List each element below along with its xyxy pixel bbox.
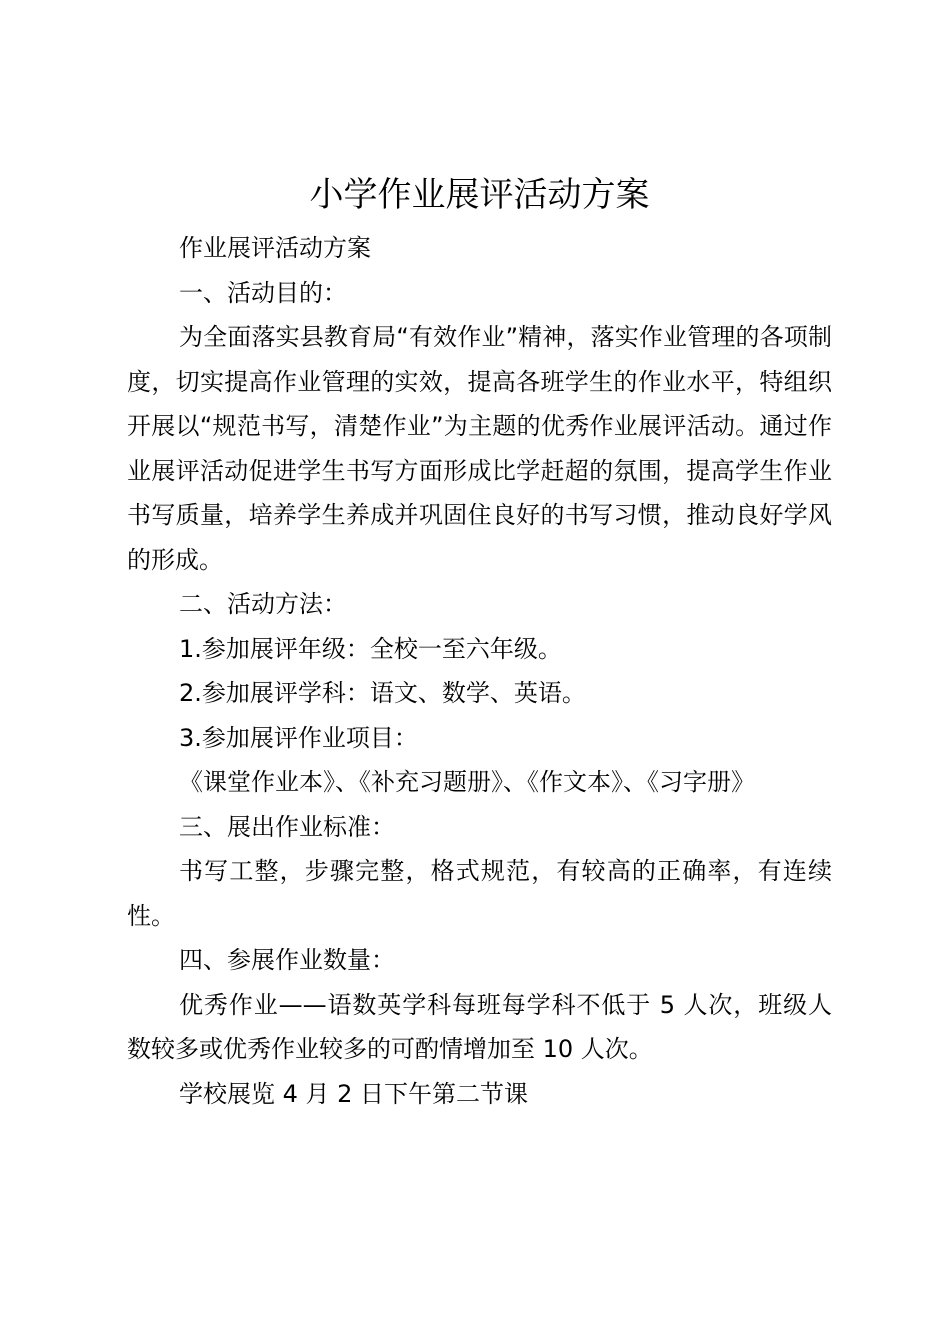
document-title: 小学作业展评活动方案 (309, 175, 650, 215)
exhibition-time-paragraph: 学校展览 4 月 2 日下午第二节课 (179, 1079, 529, 1108)
method-item-projects: 3.参加展评作业项目： (179, 723, 418, 752)
section-heading-purpose: 一、活动目的： (179, 278, 347, 307)
document-body (127, 226, 832, 1116)
quantity-paragraph: 优秀作业——语数英学科每班每学科不低于 5 人次，班级人数较多或优秀作业较多的可酌情增加至 10 人次。 (127, 990, 832, 1063)
standard-paragraph: 书写工整，步骤完整，格式规范，有较高的正确率，有连续性。 (127, 857, 832, 930)
method-item-subjects: 2.参加展评学科：语文、数学、英语。 (179, 679, 586, 707)
purpose-paragraph: 为全面落实县教育局“有效作业”精神，落实作业管理的各项制度，切实提高作业管理的实效，提高各班学生的作业水平，特组织开展以“规范书写，清楚作业”为主题的优秀作业展评活动。通过作业展评活动促进学生书写方面形成比学赶超的氛围，提高学生作业书写质量，培养学生养成并巩固住良好的书写习惯，推动良好学风的形成。 (127, 323, 832, 574)
project-list-paragraph: 《课堂作业本》、《补充习题册》、《作文本》、《习字册》 (179, 768, 755, 796)
section-heading-method: 二、活动方法： (179, 590, 347, 618)
subtitle-paragraph: 作业展评活动方案 (179, 234, 371, 262)
section-heading-standard: 三、展出作业标准： (179, 812, 395, 841)
method-item-grades: 1.参加展评年级：全校一至六年级。 (179, 634, 562, 663)
section-heading-quantity: 四、参展作业数量： (179, 946, 395, 974)
